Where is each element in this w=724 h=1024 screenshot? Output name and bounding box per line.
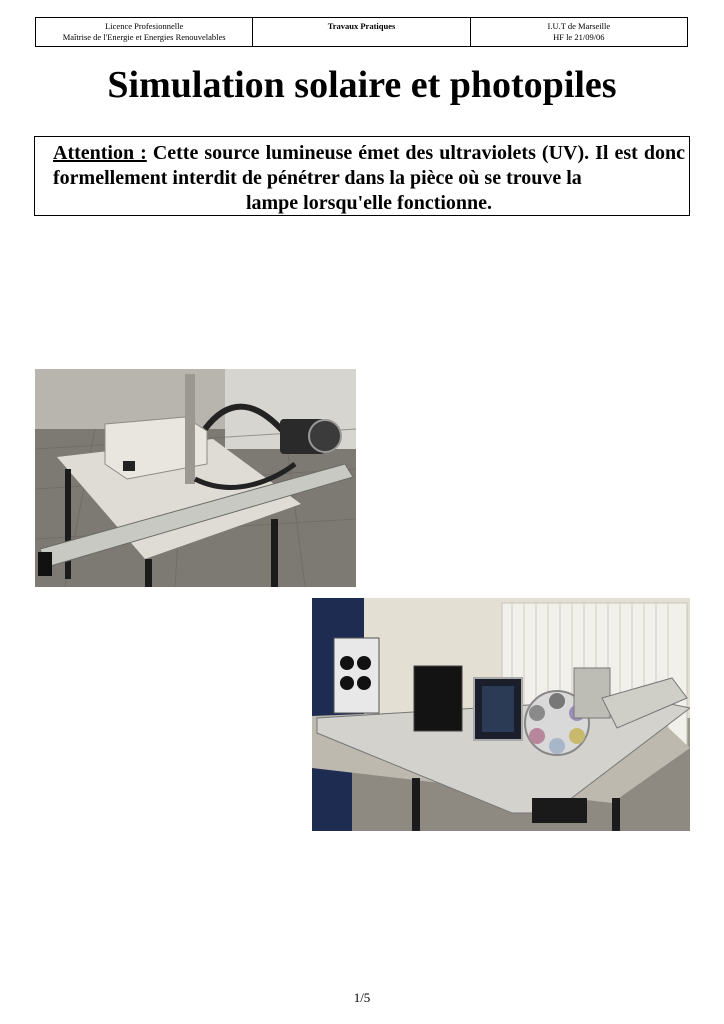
header-left-line1: Licence Profesionnelle: [105, 21, 184, 31]
page-number: 1/5: [353, 990, 371, 1005]
page-title: Simulation solaire et photopiles: [107, 64, 617, 106]
photo-optical-bench-filters: [312, 598, 690, 831]
warning-text: Cette source lumineuse émet des ultraviolets (UV). Il est donc formellement interdit de pénétrer dans la pièce où se trouve la: [53, 142, 685, 189]
photo-solar-lamp-bench: [35, 369, 356, 587]
header-center-text: Travaux Pratiques: [327, 21, 396, 31]
header-right-line1: I.U.T de Marseille: [547, 21, 611, 31]
header-right-line2: HF le 21/09/06: [553, 32, 605, 42]
header-center: [252, 18, 469, 46]
header-left: [36, 18, 252, 46]
header-left-line2: Maîtrise de l'Energie et Energies Renouvelables: [62, 32, 226, 42]
header-right: [470, 18, 687, 46]
warning-box: [34, 136, 690, 216]
document-header: [35, 17, 688, 47]
warning-label: Attention :: [53, 142, 147, 164]
warning-text-last-line: lampe lorsqu'elle fonctionne.: [245, 192, 493, 214]
